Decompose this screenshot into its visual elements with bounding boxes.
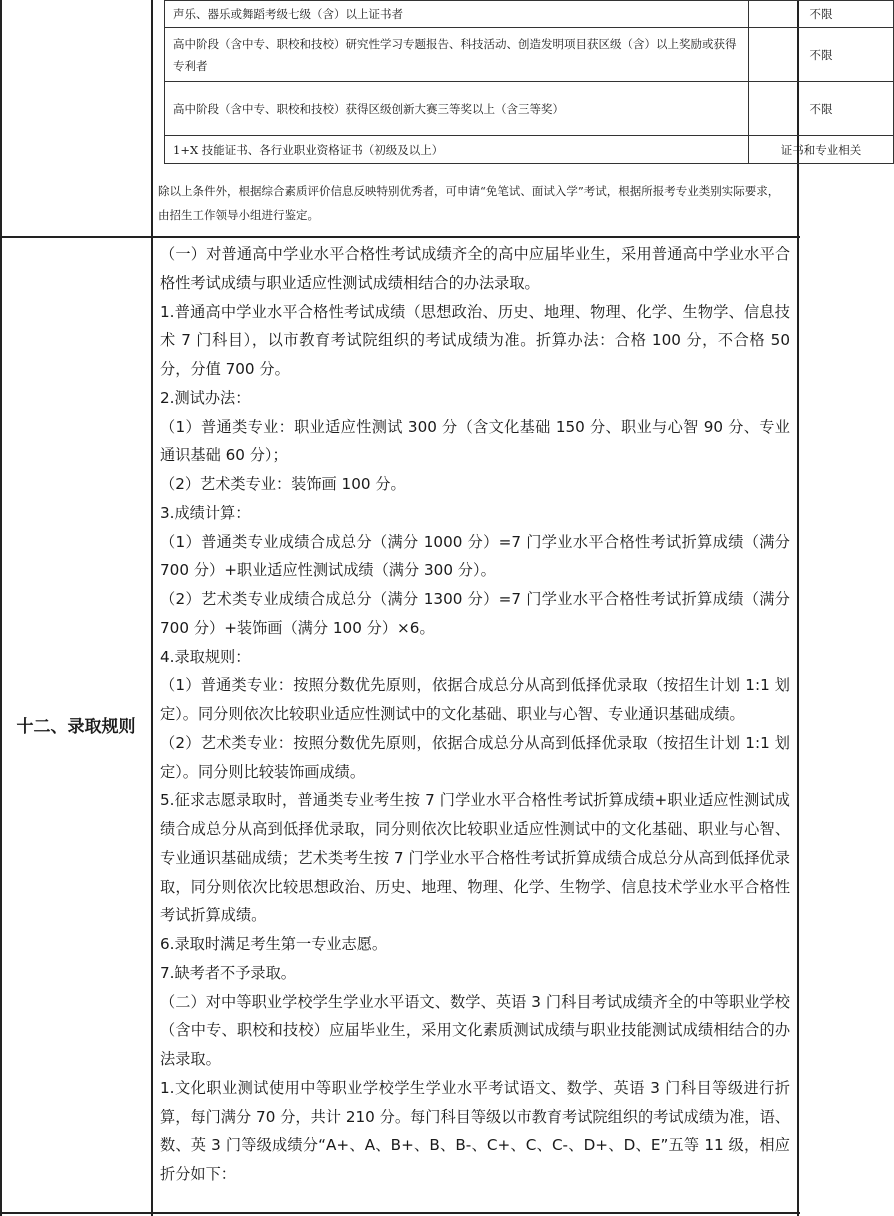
requirement-cell: 不限	[749, 28, 894, 82]
paragraph: 6.录取时满足考生第一专业志愿。	[160, 935, 388, 953]
requirement-cell: 证书和专业相关	[749, 136, 894, 164]
requirement-cell: 不限	[749, 1, 894, 28]
section-content	[160, 240, 790, 1189]
paragraph: 4.录取规则：	[160, 647, 251, 666]
paragraph: 5.征求志愿录取时，普通类专业考生按 7 门学业水平合格性考试折算成绩+职业适应性测试成绩合成总分从高到低择优录取，同分则依次比较职业适应性测试中的文化基础、职业与心智、专业通识基础成绩；艺术类考生按 7 门学业水平合格性考试折算成绩合成总分从高到低择优录取，同分则依次比较思想政治、历史、地理、物理、化学、生物学、信息技术学业水平合格性考试折算成绩。	[160, 791, 790, 925]
paragraph: 7.缺考者不予录取。	[160, 963, 296, 982]
paragraph: 1.文化职业测试使用中等职业学校学生学业水平考试语文、数学、英语 3 门科目等级进行折算，每门满分 70 分，共计 210 分。每门科目等级以市教育考试院组织的考试成绩为准，语、数、英 3 门等级成绩分“A+、A、B+、B、B-、C+、C、C-、D+、D、E”五等 11 级，相应折分如下：	[160, 1078, 790, 1183]
paragraph: （1）普通类专业：按照分数优先原则，依据合成总分从高到低择优录取（按招生计划 1:1 划定）。同分则依次比较职业适应性测试中的文化基础、职业与心智、专业通识基础成绩。	[160, 676, 790, 723]
paragraph: （1）普通类专业成绩合成总分（满分 1000 分）=7 门学业水平合格性考试折算成绩（满分 700 分）+职业适应性测试成绩（满分 300 分）。	[160, 532, 790, 580]
paragraph: （1）普通类专业：职业适应性测试 300 分（含文化基础 150 分、职业与心智 90 分、专业通识基础 60 分）；	[160, 417, 790, 465]
criteria-note: 除以上条件外，根据综合素质评价信息反映特别优秀者，可申请“免笔试、面试入学”考试，根据所报考专业类别实际要求，由招生工作领导小组进行鉴定。	[158, 184, 780, 222]
section-title: 十二、录取规则	[16, 716, 136, 737]
paragraph: （2）艺术类专业：按照分数优先原则，依据合成总分从高到低择优录取（按招生计划 1:1 划定）。同分则比较装饰画成绩。	[160, 733, 790, 781]
criterion-cell: 1+X 技能证书、各行业职业资格证书（初级及以上）	[165, 136, 749, 164]
criterion-cell: 声乐、器乐或舞蹈考级七级（含）以上证书者	[165, 1, 749, 28]
table-row	[165, 82, 894, 136]
paragraph: （2）艺术类专业：装饰画 100 分。	[160, 475, 406, 493]
section-label-cell	[0, 236, 152, 1216]
table-row	[165, 28, 894, 82]
criterion-cell: 高中阶段（含中专、职校和技校）研究性学习专题报告、科技活动、创造发明项目获区级（含）以上奖励或获得专利者	[165, 28, 749, 82]
requirement-cell: 不限	[749, 82, 894, 136]
table-row	[165, 136, 894, 164]
criteria-table	[164, 0, 894, 164]
paragraph: 2.测试办法：	[160, 388, 251, 407]
criterion-cell: 高中阶段（含中专、职校和技校）获得区级创新大赛三等奖以上（含三等奖）	[165, 82, 749, 136]
paragraph: 3.成绩计算：	[160, 503, 251, 522]
paragraph: （二）对中等职业学校学生学业水平语文、数学、英语 3 门科目考试成绩齐全的中等职业学校（含中专、职校和技校）应届毕业生，采用文化素质测试成绩与职业技能测试成绩相结合的办法录取。	[160, 992, 790, 1068]
paragraph: （一）对普通高中学业水平合格性考试成绩齐全的高中应届毕业生，采用普通高中学业水平合格性考试成绩与职业适应性测试成绩相结合的办法录取。	[160, 245, 790, 292]
paragraph: 1.普通高中学业水平合格性考试成绩（思想政治、历史、地理、物理、化学、生物学、信息技术 7 门科目），以市教育考试院组织的考试成绩为准。折算办法：合格 100 分，不合格 50 分，分值 700 分。	[160, 302, 790, 378]
paragraph: （2）艺术类专业成绩合成总分（满分 1300 分）=7 门学业水平合格性考试折算成绩（满分 700 分）+装饰画（满分 100 分）×6。	[160, 590, 790, 637]
table-row	[165, 1, 894, 28]
